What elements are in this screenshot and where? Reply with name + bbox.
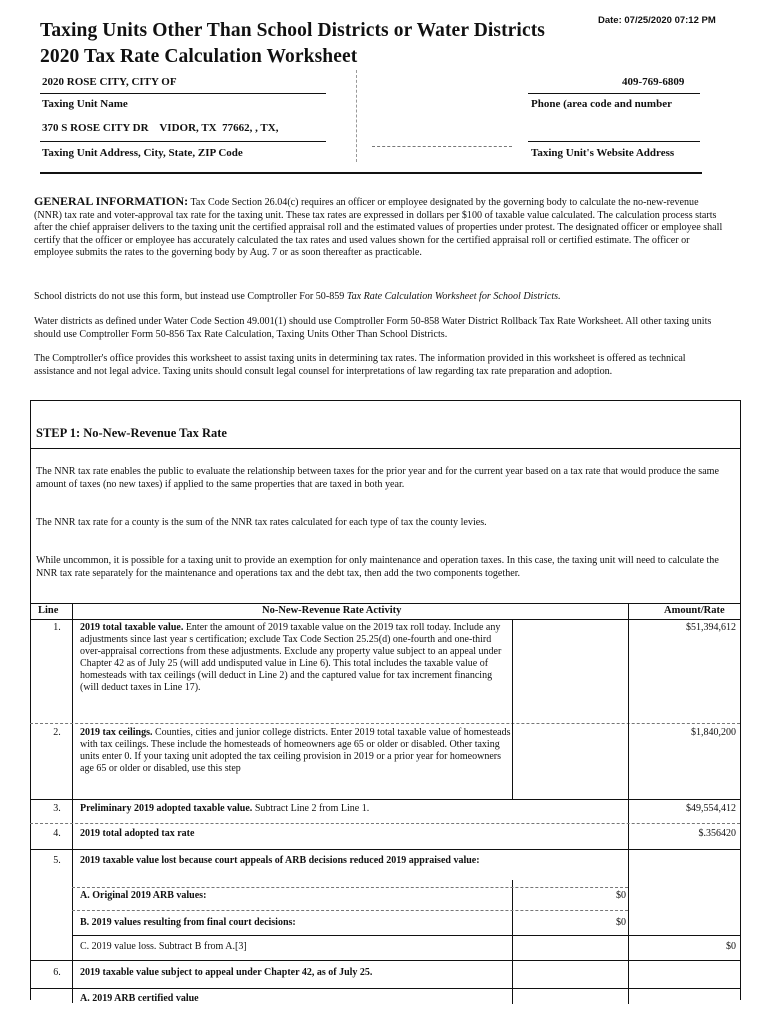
phone-number: 409-769-6809 (622, 76, 685, 88)
comptroller-note: The Comptroller's office provides this worksheet to assist taxing units in determining tax rates. The information provided in this worksheet is offered as technical assistance and not legal advice. Taxing units should consult legal counsel for interpretations of law regarding tax rate preparation and adoption. (34, 353, 686, 377)
step-1-exemption-note: While uncommon, it is possible for a taxing unit to provide an exemption for only maintenance and operation taxes. In this case, the taxing unit will need to calculate the NNR tax rate separately for the maintenance and operations tax and the debt tax, then add the two components together. (36, 555, 719, 579)
form-subtitle: 2020 Tax Rate Calculation Worksheet (40, 46, 358, 67)
taxing-unit-address: 370 S ROSE CITY DR VIDOR, TX 77662, , TX, (42, 122, 279, 134)
taxing-unit-address-label: Taxing Unit Address, City, State, ZIP Code (42, 147, 243, 159)
website-label: Taxing Unit's Website Address (531, 147, 675, 159)
column-activity-header: No-New-Revenue Rate Activity (262, 605, 402, 616)
water-district-note: Water districts as defined under Water Code Section 49.001(1) should use Comptroller Form 50-858 Water District Rollback Tax Rate Worksheet. All other taxing units should use Comptroller Form 50-856 Tax Rate Calculation, Taxing Units Other Than School Districts. (34, 316, 712, 340)
step-1-county-note: The NNR tax rate for a county is the sum of the NNR tax rates calculated for each type of tax the county levies. (36, 517, 487, 528)
form-title: Taxing Units Other Than School Districts or Water Districts (40, 20, 545, 41)
step-1-title: STEP 1: No-New-Revenue Tax Rate (36, 426, 227, 440)
school-district-note: School districts do not use this form, but instead use Comptroller For 50-859 Tax Rate Calculation Worksheet for School Districts. (34, 291, 561, 302)
step-1-intro: The NNR tax rate enables the public to evaluate the relationship between taxes for the prior year and for the current year based on a tax rate that would produce the same amount of taxes (no new taxes) if applied to the same properties that are taxed in both year. (36, 466, 720, 490)
general-information: GENERAL INFORMATION: Tax Code Section 26.04(c) requires an officer or employee designated by the governing body to calculate the no-new-revenue (NNR) tax rate and voter-approval tax rate for the taxing unit. These tax rates are expressed in dollars per $100 of taxable value calculated. The calculation process starts after the chief appraiser delivers to the taxing unit the certified appraisal roll and the estimated values of properties under protest. The designated officer or employee shall certify that the officer or employee has accurately calculated the tax rates and used values shown for the certified appraisal roll or certified estimate. The officer or employee submits the rates to the governing body by Aug. 7 or as soon thereafter as practicable. (34, 194, 723, 259)
phone-label: Phone (area code and number (531, 98, 672, 110)
print-date: Date: 07/25/2020 07:12 PM (598, 15, 716, 26)
column-line-header: Line (38, 605, 59, 616)
taxing-unit-name: 2020 ROSE CITY, CITY OF (42, 76, 177, 88)
column-amount-header: Amount/Rate (664, 605, 725, 616)
taxing-unit-name-label: Taxing Unit Name (42, 98, 128, 110)
worksheet-page: Taxing Units Other Than School Districts or Water Districts 2020 Tax Rate Calculation Worksheet Date: 07/25/2020 07:12 PM 2020 ROSE CITY, CITY OF 409-769-6809 Taxing Unit Name Phone (area code and number 370 S ROSE CITY DR VIDOR, TX 77662, , TX, Taxing Unit Address, City, State, ZIP Code Taxing Unit's Website Address GENERAL INFORMATION: Tax Code Section 26.04(c) requires an officer or employee designated by the governing body to calculate the no-new-revenue (NNR) tax rate and voter-approval tax rate for the taxing unit. These tax rates are expressed in dollars per $100 of taxable value calculated. The calculation process starts after the chief appraiser delivers to the taxing unit the certified appraisal roll and the estimated values of properties under protest. The designated officer or employee shall certify that the officer or employee has accurately calculated the tax rates and used values shown for the certified appraisal roll or certified estimate. The officer or employee submits the rates to the governing body by Aug. 7 or as soon thereafter as practicable. School districts do not use this form, but instead use Comptroller For 50-859 Tax Rate Calculation Worksheet for School Districts. Water districts as defined under Water Code Section 49.001(1) should use Comptroller Form 50-858 Water District Rollback Tax Rate Worksheet. All other taxing units should use Comptroller Form 50-856 Tax Rate Calculation, Taxing Units Other Than School Districts. The Comptroller's office provides this worksheet to assist taxing units in determining tax rates. The information provided in this worksheet is offered as technical assistance and not legal advice. Taxing units should consult legal counsel for interpretations of law regarding tax rate preparation and adoption. STEP 1: No-New-Revenue Tax Rate The NNR tax rate enables the public to evaluate the relationship between taxes for the prior year and for the current year based on a tax rate that would produce the same amount of taxes (no new taxes) if applied to the same properties that are taxed in both year. The NNR tax rate for a county is the sum of the NNR tax rates calculated for each type of tax the county levies. While uncommon, it is possible for a taxing unit to provide an exemption for only maintenance and operation taxes. In this case, the taxing unit will need to calculate the NNR tax rate separately for the maintenance and operations tax and the debt tax, then add the two components together. Line No-New-Revenue Rate Activity Amount/Rate 1. 2019 total taxable value. Enter the amount of 2019 taxable value on the 2019 tax roll today. Include any adjustments since last year s certification; exclude Tax Code Section 25.25(d) one-fourth and one-third over-appraisal corrections from these adjustments. Exclude any property value subject to an appeal under Chapter 42 as of July 25 (will add undisputed value in Line 6). This total includes the taxable value of homesteads with tax ceilings (will deduct in Line 2) and the captured value for tax increment financing (will deduct taxes in Line 17). $51,394,612 2. 2019 tax ceilings. Counties, cities and junior college districts. Enter 2019 total taxable value of homesteads with tax ceilings. These include the homesteads of homeowners age 65 or older or disabled. Other taxing units enter 0. If your taxing unit adopted the tax ceiling provision in 2019 or a prior year for homeowners age 65 or older or disabled, use this step $1,840,200 3. Preliminary 2019 adopted taxable value. Subtract Line 2 from Line 1. $49,554,412 4. 2019 total adopted tax rate $.356420 5. 2019 taxable value lost because court appeals of ARB decisions reduced 2019 appraised value: A. Original 2019 ARB values: $0 B. 2019 values resulting from final court decisions: $0 C. 2019 value loss. Subtract B from A.[3] $0 6. 2019 taxable value subject to appeal under Chapter 42, as of July 25. A. 2019 ARB certified value (0, 0, 770, 1024)
